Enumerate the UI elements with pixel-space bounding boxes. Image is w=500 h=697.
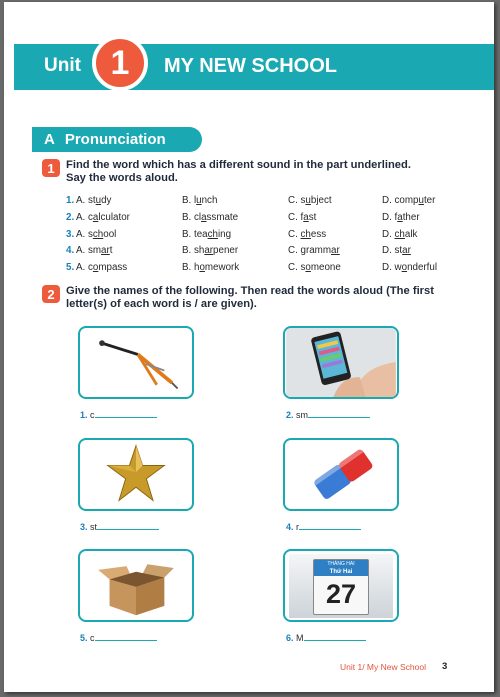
underlined-part: o [401, 262, 408, 274]
option-b: B. sharpener [182, 245, 239, 257]
answer-2[interactable]: 2. sm [286, 410, 370, 420]
option-b: B. lunch [182, 195, 218, 206]
unit-word: Unit [44, 55, 81, 76]
workbook-page [4, 2, 494, 692]
option-c: C. subject [288, 195, 332, 206]
underlined-part: ar [101, 245, 110, 257]
option-b: B. homework [182, 262, 240, 274]
row-number: 5. [66, 262, 75, 274]
underlined-part: ch [92, 228, 104, 240]
underlined-part: ar [402, 245, 411, 257]
option-a: A. school [76, 228, 117, 240]
smartphone-icon [285, 328, 397, 397]
star-icon [80, 440, 192, 509]
exercise-1-instruction-line1: Find the word which has a different sound in the part underlined. [66, 159, 411, 171]
option-b: B. classmate [182, 211, 239, 223]
option-d: D. chalk [382, 228, 418, 240]
row-number: 2. [66, 211, 75, 223]
option-a: A. study [76, 195, 112, 206]
answer-1[interactable]: 1. c [80, 410, 157, 420]
option-d: D. father [382, 211, 420, 223]
option-c: C. grammar [288, 245, 340, 257]
underlined-part: o [199, 262, 205, 274]
calendar-date: 27 [325, 579, 357, 609]
unit-number-badge: 1 [92, 35, 148, 91]
option-a: A. compass [76, 262, 128, 274]
exercise-1-number: 1 [42, 159, 60, 177]
calendar-month: THÁNG HAI [327, 561, 355, 567]
answer-4[interactable]: 4. r [286, 522, 361, 532]
row-number: 1. [66, 195, 75, 206]
option-c: C. someone [288, 262, 341, 274]
running-title: Unit 1/ My New School [340, 662, 426, 672]
option-d: D. computer [382, 195, 436, 206]
underlined-part: o [92, 262, 99, 274]
underlined-part: ar [204, 245, 214, 257]
option-a: A. calculator [76, 211, 130, 223]
calendar-pad [313, 559, 369, 615]
option-b: B. teaching [182, 228, 232, 240]
underlined-part: o [305, 262, 311, 274]
unit-title: MY NEW SCHOOL [164, 55, 337, 77]
row-number: 4. [66, 245, 75, 257]
box-picture [78, 549, 194, 622]
underlined-part: ch [300, 228, 311, 240]
section-header [32, 127, 202, 152]
word-row [66, 262, 486, 276]
answer-5[interactable]: 5. c [80, 633, 157, 643]
page-number: 3 [442, 661, 448, 672]
word-row [66, 212, 486, 226]
underlined-part: u [418, 195, 424, 206]
underlined-part: a [303, 211, 309, 223]
answer-3[interactable]: 3. st [80, 522, 159, 532]
underlined-part: ch [394, 228, 405, 240]
word-row [66, 195, 486, 209]
calendar-day-name: Thứ Hai [329, 569, 353, 575]
exercise-2-instruction-line1: Give the names of the following. Then read the words aloud (The first [66, 285, 434, 297]
word-row [66, 245, 486, 259]
exercise-2-instruction-line2: letter(s) of each word is / are given). [66, 298, 257, 310]
section-title: Pronunciation [64, 131, 166, 148]
word-row [66, 229, 486, 243]
underlined-part: a [92, 211, 99, 223]
underlined-part: a [201, 211, 207, 223]
rubber-icon [285, 440, 397, 509]
underlined-part: a [397, 211, 403, 223]
smartphone-picture [283, 326, 399, 399]
option-c: C. chess [288, 228, 327, 240]
calendar-picture [283, 549, 399, 622]
underlined-part: ch [207, 228, 218, 240]
underlined-part: ar [331, 245, 340, 257]
option-a: A. smart [76, 245, 113, 257]
underlined-part: u [95, 195, 102, 206]
answer-6[interactable]: 6. M [286, 633, 366, 643]
option-d: D. star [382, 245, 411, 257]
unit-banner [14, 44, 494, 90]
box-icon [80, 551, 192, 620]
star-picture [78, 438, 194, 511]
underlined-part: u [305, 195, 311, 206]
calendar-header [314, 560, 368, 576]
option-c: C. fast [288, 211, 317, 223]
compass-icon [80, 328, 192, 397]
compass-picture [78, 326, 194, 399]
rubber-picture [283, 438, 399, 511]
row-number: 3. [66, 228, 75, 240]
option-d: D. wonderful [382, 262, 438, 274]
underlined-part: u [196, 195, 202, 206]
section-letter: A [44, 131, 55, 148]
exercise-1-instruction-line2: Say the words aloud. [66, 172, 178, 184]
exercise-2-number: 2 [42, 285, 60, 303]
